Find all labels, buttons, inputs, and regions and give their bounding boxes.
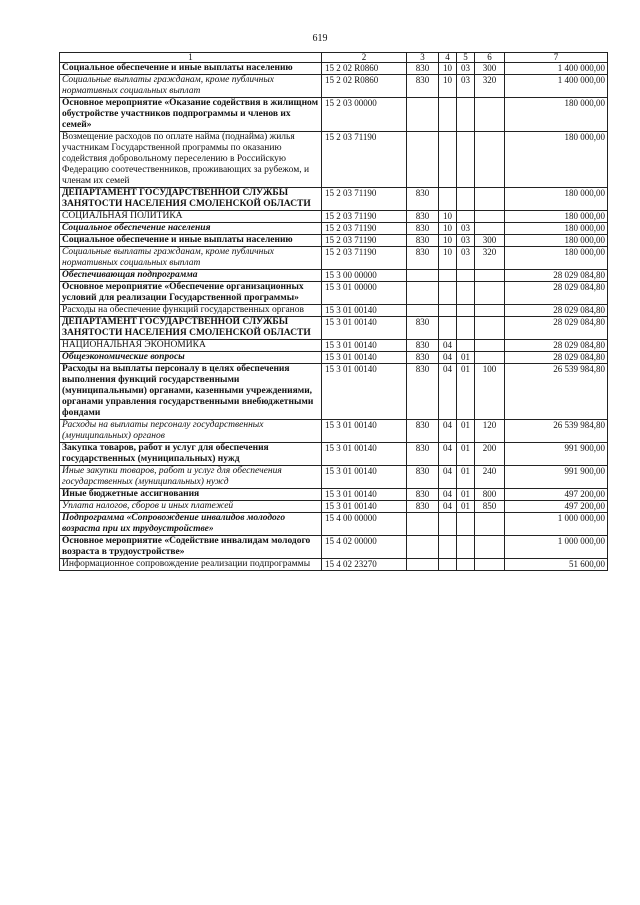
row-section-cell (439, 513, 457, 536)
row-name-cell: Социальное обеспечение и иные выплаты населению (60, 63, 322, 75)
row-name-cell: Основное мероприятие «Оказание содействия в жилищном обустройстве участников подпрограммы и членов их семей» (60, 98, 322, 132)
row-expense-type-cell (475, 317, 505, 340)
row-subsection-cell: 01 (457, 420, 475, 443)
table-row (60, 317, 608, 340)
row-name-cell: Социальные выплаты гражданам, кроме публичных нормативных социальных выплат (60, 75, 322, 98)
row-admin-cell (407, 282, 439, 305)
row-code-cell: 15 3 01 00140 (322, 489, 407, 501)
table-row (60, 63, 608, 75)
row-expense-type-cell: 320 (475, 75, 505, 98)
row-admin-cell (407, 536, 439, 559)
row-amount-cell: 180 000,00 (505, 188, 608, 211)
row-subsection-cell (457, 132, 475, 188)
row-admin-cell: 830 (407, 247, 439, 270)
row-name-cell: Расходы на выплаты персоналу государственных (муниципальных) органов (60, 420, 322, 443)
row-code-cell: 15 3 01 00140 (322, 501, 407, 513)
row-section-cell (439, 536, 457, 559)
row-expense-type-cell (475, 270, 505, 282)
header-cell: 6 (475, 53, 505, 63)
row-section-cell: 04 (439, 443, 457, 466)
row-amount-cell: 28 029 084,80 (505, 340, 608, 352)
row-amount-cell: 28 029 084,80 (505, 270, 608, 282)
row-name-cell: Иные закупки товаров, работ и услуг для обеспечения государственных (муниципальных) нужд (60, 466, 322, 489)
row-subsection-cell (457, 211, 475, 223)
table-row (60, 559, 608, 571)
row-section-cell (439, 282, 457, 305)
row-section-cell: 10 (439, 235, 457, 247)
row-admin-cell (407, 513, 439, 536)
row-name-cell: ДЕПАРТАМЕНТ ГОСУДАРСТВЕННОЙ СЛУЖБЫ ЗАНЯТОСТИ НАСЕЛЕНИЯ СМОЛЕНСКОЙ ОБЛАСТИ (60, 188, 322, 211)
row-amount-cell: 497 200,00 (505, 501, 608, 513)
row-name-cell: СОЦИАЛЬНАЯ ПОЛИТИКА (60, 211, 322, 223)
row-expense-type-cell (475, 340, 505, 352)
row-amount-cell: 28 029 084,80 (505, 282, 608, 305)
row-amount-cell: 991 900,00 (505, 466, 608, 489)
row-name-cell: Информационное сопровождение реализации подпрограммы (60, 559, 322, 571)
row-name-cell: Иные бюджетные ассигнования (60, 489, 322, 501)
row-amount-cell: 180 000,00 (505, 132, 608, 188)
table-row (60, 420, 608, 443)
row-code-cell: 15 3 01 00140 (322, 305, 407, 317)
row-name-cell: Общеэкономические вопросы (60, 352, 322, 364)
table-row (60, 364, 608, 420)
row-amount-cell: 26 539 984,80 (505, 364, 608, 420)
row-amount-cell: 180 000,00 (505, 223, 608, 235)
row-amount-cell: 180 000,00 (505, 235, 608, 247)
row-expense-type-cell (475, 513, 505, 536)
table-row (60, 235, 608, 247)
row-admin-cell: 830 (407, 317, 439, 340)
row-expense-type-cell: 320 (475, 247, 505, 270)
row-amount-cell: 28 029 084,80 (505, 317, 608, 340)
row-code-cell: 15 2 03 71190 (322, 247, 407, 270)
row-admin-cell: 830 (407, 489, 439, 501)
row-code-cell: 15 3 01 00140 (322, 420, 407, 443)
row-amount-cell: 1 400 000,00 (505, 75, 608, 98)
header-row (60, 53, 608, 63)
table-row (60, 247, 608, 270)
table-row (60, 132, 608, 188)
row-section-cell (439, 188, 457, 211)
table-row (60, 466, 608, 489)
row-admin-cell (407, 305, 439, 317)
row-admin-cell: 830 (407, 501, 439, 513)
table-row (60, 282, 608, 305)
table-row (60, 98, 608, 132)
table-row (60, 489, 608, 501)
row-subsection-cell: 01 (457, 364, 475, 420)
row-subsection-cell: 03 (457, 235, 475, 247)
row-amount-cell: 1 000 000,00 (505, 513, 608, 536)
row-subsection-cell (457, 305, 475, 317)
row-expense-type-cell (475, 282, 505, 305)
row-subsection-cell: 03 (457, 75, 475, 98)
row-expense-type-cell: 300 (475, 63, 505, 75)
row-admin-cell: 830 (407, 211, 439, 223)
table-row (60, 270, 608, 282)
row-amount-cell: 1 000 000,00 (505, 536, 608, 559)
row-admin-cell: 830 (407, 75, 439, 98)
header-cell: 2 (322, 53, 407, 63)
row-expense-type-cell (475, 223, 505, 235)
row-admin-cell: 830 (407, 443, 439, 466)
header-cell: 1 (60, 53, 322, 63)
row-code-cell: 15 2 02 R0860 (322, 75, 407, 98)
row-code-cell: 15 2 03 71190 (322, 223, 407, 235)
row-expense-type-cell: 800 (475, 489, 505, 501)
row-admin-cell (407, 132, 439, 188)
row-expense-type-cell (475, 305, 505, 317)
row-subsection-cell: 01 (457, 443, 475, 466)
row-admin-cell: 830 (407, 340, 439, 352)
row-admin-cell: 830 (407, 63, 439, 75)
table-row (60, 75, 608, 98)
row-subsection-cell (457, 536, 475, 559)
row-section-cell: 10 (439, 223, 457, 235)
table-row (60, 188, 608, 211)
row-code-cell: 15 3 01 00140 (322, 352, 407, 364)
row-admin-cell (407, 270, 439, 282)
row-admin-cell (407, 98, 439, 132)
row-code-cell: 15 2 03 71190 (322, 188, 407, 211)
row-code-cell: 15 4 00 00000 (322, 513, 407, 536)
row-subsection-cell: 01 (457, 501, 475, 513)
row-name-cell: Основное мероприятие «Обеспечение организационных условий для реализации Государственной программы» (60, 282, 322, 305)
row-code-cell: 15 3 01 00000 (322, 282, 407, 305)
row-section-cell: 04 (439, 364, 457, 420)
row-amount-cell: 1 400 000,00 (505, 63, 608, 75)
row-subsection-cell: 01 (457, 352, 475, 364)
row-name-cell: Уплата налогов, сборов и иных платежей (60, 501, 322, 513)
row-section-cell: 04 (439, 420, 457, 443)
row-amount-cell: 28 029 084,80 (505, 352, 608, 364)
budget-table (59, 52, 608, 571)
row-subsection-cell (457, 340, 475, 352)
row-code-cell: 15 3 01 00140 (322, 443, 407, 466)
row-subsection-cell (457, 317, 475, 340)
row-amount-cell: 180 000,00 (505, 98, 608, 132)
row-subsection-cell (457, 98, 475, 132)
row-section-cell: 04 (439, 466, 457, 489)
row-amount-cell: 180 000,00 (505, 247, 608, 270)
row-subsection-cell: 03 (457, 223, 475, 235)
row-code-cell: 15 3 01 00140 (322, 466, 407, 489)
row-amount-cell: 28 029 084,80 (505, 305, 608, 317)
row-subsection-cell (457, 559, 475, 571)
row-admin-cell: 830 (407, 420, 439, 443)
table-row (60, 443, 608, 466)
row-section-cell (439, 305, 457, 317)
row-code-cell: 15 2 03 71190 (322, 235, 407, 247)
row-amount-cell: 51 600,00 (505, 559, 608, 571)
row-code-cell: 15 4 02 00000 (322, 536, 407, 559)
table-row (60, 352, 608, 364)
row-expense-type-cell: 240 (475, 466, 505, 489)
row-admin-cell: 830 (407, 223, 439, 235)
row-admin-cell: 830 (407, 188, 439, 211)
row-code-cell: 15 3 01 00140 (322, 340, 407, 352)
row-amount-cell: 991 900,00 (505, 443, 608, 466)
table-row (60, 223, 608, 235)
row-admin-cell: 830 (407, 364, 439, 420)
row-section-cell (439, 98, 457, 132)
row-amount-cell: 180 000,00 (505, 211, 608, 223)
row-code-cell: 15 3 00 00000 (322, 270, 407, 282)
row-code-cell: 15 4 02 23270 (322, 559, 407, 571)
table-row (60, 340, 608, 352)
row-subsection-cell: 01 (457, 489, 475, 501)
row-name-cell: Социальное обеспечение и иные выплаты населению (60, 235, 322, 247)
row-name-cell: Расходы на выплаты персоналу в целях обеспечения выполнения функций государственными (муниципальными) органами, казенными учреждениями, органами управления государственными внебюджетными фондами (60, 364, 322, 420)
header-cell: 4 (439, 53, 457, 63)
row-name-cell: Закупка товаров, работ и услуг для обеспечения государственных (муниципальных) нужд (60, 443, 322, 466)
row-code-cell: 15 2 02 R0860 (322, 63, 407, 75)
table-row (60, 536, 608, 559)
row-subsection-cell: 03 (457, 247, 475, 270)
row-expense-type-cell (475, 559, 505, 571)
row-subsection-cell: 01 (457, 466, 475, 489)
row-admin-cell: 830 (407, 352, 439, 364)
row-section-cell: 10 (439, 63, 457, 75)
row-section-cell: 04 (439, 489, 457, 501)
row-name-cell: Возмещение расходов по оплате найма (поднайма) жилья участникам Государственной программы по оказанию содействия добровольному переселению в Российскую Федерацию соотечественников, проживающих за рубежом, и членам их семей (60, 132, 322, 188)
row-name-cell: Социальное обеспечение населения (60, 223, 322, 235)
row-subsection-cell (457, 282, 475, 305)
row-section-cell (439, 317, 457, 340)
row-subsection-cell (457, 270, 475, 282)
row-section-cell: 10 (439, 247, 457, 270)
row-code-cell: 15 3 01 00140 (322, 364, 407, 420)
page-number: 619 (312, 33, 328, 44)
row-section-cell (439, 270, 457, 282)
row-amount-cell: 26 539 984,80 (505, 420, 608, 443)
row-section-cell (439, 559, 457, 571)
row-expense-type-cell (475, 211, 505, 223)
header-cell: 3 (407, 53, 439, 63)
row-section-cell: 04 (439, 352, 457, 364)
row-expense-type-cell (475, 536, 505, 559)
row-section-cell (439, 132, 457, 188)
row-name-cell: Обеспечивающая подпрограмма (60, 270, 322, 282)
row-code-cell: 15 2 03 71190 (322, 211, 407, 223)
row-section-cell: 04 (439, 501, 457, 513)
row-section-cell: 10 (439, 75, 457, 98)
row-amount-cell: 497 200,00 (505, 489, 608, 501)
row-code-cell: 15 3 01 00140 (322, 317, 407, 340)
row-expense-type-cell: 100 (475, 364, 505, 420)
row-admin-cell: 830 (407, 235, 439, 247)
row-expense-type-cell: 120 (475, 420, 505, 443)
row-subsection-cell (457, 188, 475, 211)
row-name-cell: Расходы на обеспечение функций государственных органов (60, 305, 322, 317)
header-cell: 7 (505, 53, 608, 63)
row-subsection-cell (457, 513, 475, 536)
row-name-cell: Социальные выплаты гражданам, кроме публичных нормативных социальных выплат (60, 247, 322, 270)
row-expense-type-cell: 300 (475, 235, 505, 247)
row-name-cell: Основное мероприятие «Содействие инвалидам молодого возраста в трудоустройстве» (60, 536, 322, 559)
row-name-cell: Подпрограмма «Сопровождение инвалидов молодого возраста при их трудоустройстве» (60, 513, 322, 536)
row-section-cell: 04 (439, 340, 457, 352)
table-row (60, 211, 608, 223)
row-section-cell: 10 (439, 211, 457, 223)
table-row (60, 501, 608, 513)
table-row (60, 513, 608, 536)
row-admin-cell: 830 (407, 466, 439, 489)
row-expense-type-cell: 200 (475, 443, 505, 466)
row-code-cell: 15 2 03 71190 (322, 132, 407, 188)
row-expense-type-cell (475, 352, 505, 364)
row-admin-cell (407, 559, 439, 571)
row-name-cell: ДЕПАРТАМЕНТ ГОСУДАРСТВЕННОЙ СЛУЖБЫ ЗАНЯТОСТИ НАСЕЛЕНИЯ СМОЛЕНСКОЙ ОБЛАСТИ (60, 317, 322, 340)
row-expense-type-cell (475, 98, 505, 132)
row-code-cell: 15 2 03 00000 (322, 98, 407, 132)
row-expense-type-cell (475, 188, 505, 211)
table-row (60, 305, 608, 317)
row-subsection-cell: 03 (457, 63, 475, 75)
header-cell: 5 (457, 53, 475, 63)
row-expense-type-cell: 850 (475, 501, 505, 513)
row-expense-type-cell (475, 132, 505, 188)
row-name-cell: НАЦИОНАЛЬНАЯ ЭКОНОМИКА (60, 340, 322, 352)
